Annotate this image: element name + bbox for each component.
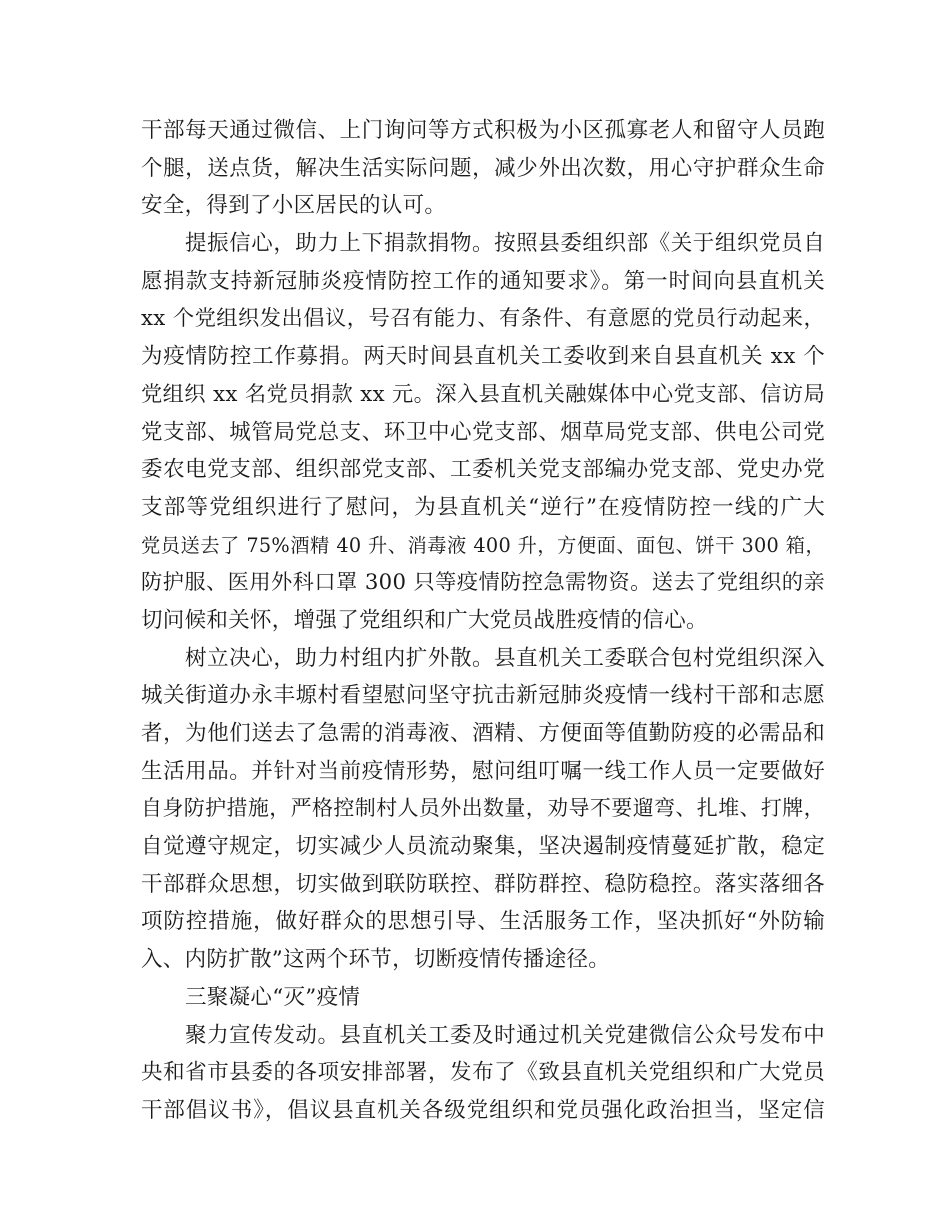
text-line: 者，为他们送去了急需的消毒液、酒精、方便面等值勤防疫的必需品和 xyxy=(141,721,825,746)
text-line: 党组织 xx 名党员捐款 xx 元。深入县直机关融媒体中心党支部、信访局 xyxy=(141,381,825,407)
text-line: 愿捐款支持新冠肺炎疫情防控工作的通知要求》。第一时间向县直机关 xyxy=(141,268,825,294)
text-line: 树立决心，助力村组内扩外散。县直机关工委联合包村党组织深入 xyxy=(185,645,825,671)
text-line: 支部等党组织进行了慰问，为县直机关“逆行”在疫情防控一线的广大 xyxy=(141,494,825,520)
text-line: 干部倡议书》，倡议县直机关各级党组织和党员强化政治担当，坚定信 xyxy=(141,1097,825,1123)
text-line: 提振信心，助力上下捐款捐物。按照县委组织部《关于组织党员自 xyxy=(185,231,825,257)
text-line: 党支部、城管局党总支、环卫中心党支部、烟草局党支部、供电公司党 xyxy=(141,419,825,445)
section-heading: 三聚凝心“灭”疫情 xyxy=(185,984,361,1010)
text-line: 入、内防扩散”这两个环节，切断疫情传播途径。 xyxy=(141,947,611,973)
text-line: 委农电党支部、组织部党支部、工委机关党支部编办党支部、党史办党 xyxy=(141,457,825,483)
text-line: xx 个党组织发出倡议，号召有能力、有条件、有意愿的党员行动起来， xyxy=(141,306,825,332)
text-line: 自觉遵守规定，切实减少人员流动聚集，坚决遏制疫情蔓延扩散，稳定 xyxy=(141,834,825,860)
text-line: 党员送去了 75%酒精 40 升、消毒液 400 升，方便面、面包、饼干 300 箱， xyxy=(141,533,825,557)
document-page xyxy=(141,112,825,1130)
text-line: 城关街道办永丰塬村看望慰问坚守抗击新冠肺炎疫情一线村干部和志愿 xyxy=(141,683,825,709)
text-line: 干部群众思想，切实做到联防联控、群防群控、稳防稳控。落实落细各 xyxy=(141,871,825,897)
text-line: 切问候和关怀，增强了党组织和广大党员战胜疫情的信心。 xyxy=(141,607,708,633)
text-line: 干部每天通过微信、上门询问等方式积极为小区孤寡老人和留守人员跑 xyxy=(141,118,825,143)
text-line: 安全，得到了小区居民的认可。 xyxy=(141,193,447,219)
text-line: 项防控措施，做好群众的思想引导、生活服务工作，坚决抓好“外防输 xyxy=(141,909,825,935)
text-line: 生活用品。并针对当前疫情形势，慰问组叮嘱一线工作人员一定要做好 xyxy=(141,758,825,784)
text-line: 为疫情防控工作募捐。两天时间县直机关工委收到来自县直机关 xx 个 xyxy=(141,344,825,370)
text-line: 防护服、医用外科口罩 300 只等疫情防控急需物资。送去了党组织的亲 xyxy=(141,570,825,596)
text-line: 个腿，送点货，解决生活实际问题，减少外出次数，用心守护群众生命 xyxy=(141,155,825,181)
text-line: 自身防护措施，严格控制村人员外出数量，劝导不要遛弯、扎堆、打牌， xyxy=(141,796,825,821)
text-line: 央和省市县委的各项安排部署，发布了《致县直机关党组织和广大党员 xyxy=(141,1060,825,1086)
text-line: 聚力宣传发动。县直机关工委及时通过机关党建微信公众号发布中 xyxy=(185,1022,825,1048)
